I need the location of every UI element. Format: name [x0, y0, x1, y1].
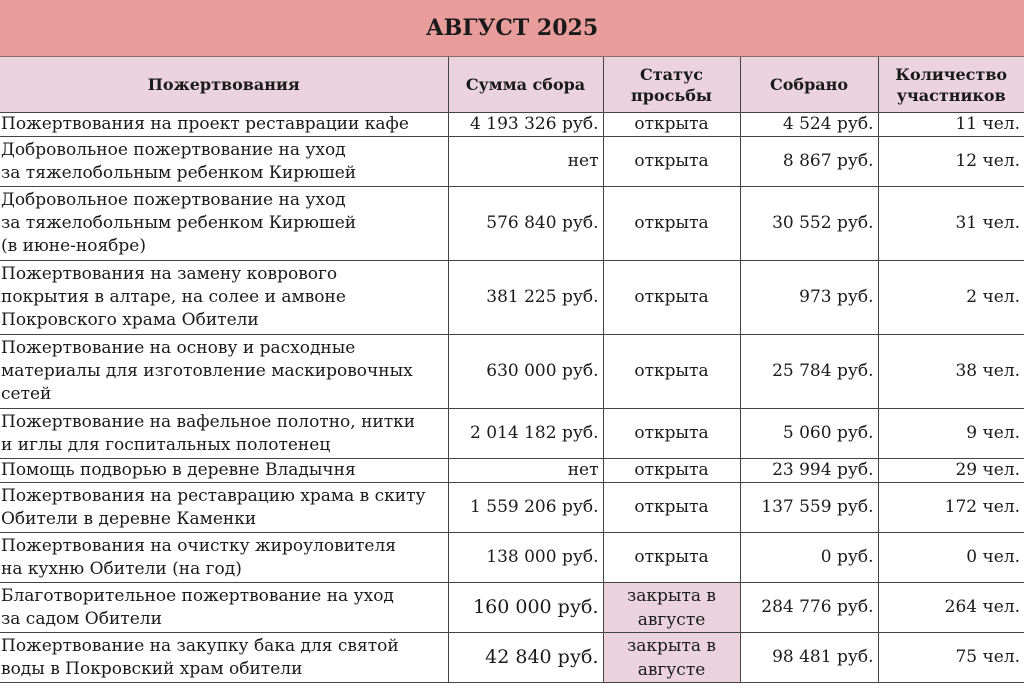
row-name: Пожертвования на замену коврового покрытия в алтаре, на солее и амвоне Покровского храма Обители [0, 261, 448, 335]
row-collected: 137 559 руб. [740, 483, 878, 533]
row-status: закрыта в августе [603, 583, 740, 633]
row-status: открыта [603, 409, 740, 459]
row-collected: 973 руб. [740, 261, 878, 335]
row-count: 29 чел. [878, 459, 1024, 483]
row-name: Помощь подворью в деревне Владычня [0, 459, 448, 483]
row-status: открыта [603, 533, 740, 583]
table-row [0, 335, 1024, 409]
row-name: Пожертвования на проект реставрации кафе [0, 113, 448, 137]
row-sum: 630 000 руб. [448, 335, 603, 409]
row-name: Пожертвование на основу и расходные материалы для изготовление маскировочных сетей [0, 335, 448, 409]
table-row [0, 261, 1024, 335]
header-collected: Собрано [740, 57, 878, 113]
row-collected: 4 524 руб. [740, 113, 878, 137]
row-sum: 1 559 206 руб. [448, 483, 603, 533]
row-sum: 2 014 182 руб. [448, 409, 603, 459]
row-count: 0 чел. [878, 533, 1024, 583]
header-row [0, 57, 1024, 113]
row-collected: 284 776 руб. [740, 583, 878, 633]
table-row [0, 113, 1024, 137]
row-status: открыта [603, 261, 740, 335]
table-row [0, 533, 1024, 583]
table-row [0, 187, 1024, 261]
row-sum: 576 840 руб. [448, 187, 603, 261]
row-collected: 0 руб. [740, 533, 878, 583]
row-count: 75 чел. [878, 633, 1024, 683]
row-sum: 160 000 руб. [448, 583, 603, 633]
row-count: 172 чел. [878, 483, 1024, 533]
header-name: Пожертвования [0, 57, 448, 113]
row-name: Добровольное пожертвование на уход за тяжелобольным ребенком Кирюшей [0, 137, 448, 187]
row-sum: 381 225 руб. [448, 261, 603, 335]
table-row [0, 459, 1024, 483]
table-body [0, 113, 1024, 683]
row-name: Пожертвования на реставрацию храма в скиту Обители в деревне Каменки [0, 483, 448, 533]
row-sum: 138 000 руб. [448, 533, 603, 583]
row-collected: 25 784 руб. [740, 335, 878, 409]
row-name: Добровольное пожертвование на уход за тяжелобольным ребенком Кирюшей (в июне-ноябре) [0, 187, 448, 261]
table-row [0, 409, 1024, 459]
donations-table [0, 57, 1024, 683]
row-count: 264 чел. [878, 583, 1024, 633]
row-name: Благотворительное пожертвование на уход за садом Обители [0, 583, 448, 633]
row-sum: 4 193 326 руб. [448, 113, 603, 137]
row-status: открыта [603, 113, 740, 137]
row-count: 31 чел. [878, 187, 1024, 261]
table-row [0, 137, 1024, 187]
row-sum: 42 840 руб. [448, 633, 603, 683]
row-count: 2 чел. [878, 261, 1024, 335]
row-sum: нет [448, 459, 603, 483]
sheet-title: АВГУСТ 2025 [0, 0, 1024, 57]
row-collected: 30 552 руб. [740, 187, 878, 261]
row-count: 12 чел. [878, 137, 1024, 187]
row-status: открыта [603, 187, 740, 261]
row-name: Пожертвования на очистку жироуловителя на кухню Обители (на год) [0, 533, 448, 583]
row-name: Пожертвование на вафельное полотно, нитки и иглы для госпитальных полотенец [0, 409, 448, 459]
row-status: открыта [603, 335, 740, 409]
row-status: открыта [603, 483, 740, 533]
header-sum: Сумма сбора [448, 57, 603, 113]
row-collected: 23 994 руб. [740, 459, 878, 483]
row-status: открыта [603, 137, 740, 187]
row-collected: 5 060 руб. [740, 409, 878, 459]
table-row [0, 483, 1024, 533]
row-count: 11 чел. [878, 113, 1024, 137]
row-count: 38 чел. [878, 335, 1024, 409]
table-row [0, 633, 1024, 683]
row-sum: нет [448, 137, 603, 187]
row-status: открыта [603, 459, 740, 483]
row-status: закрыта в августе [603, 633, 740, 683]
row-name: Пожертвование на закупку бака для святой воды в Покровский храм обители [0, 633, 448, 683]
header-status: Статус просьбы [603, 57, 740, 113]
table-row [0, 583, 1024, 633]
row-collected: 98 481 руб. [740, 633, 878, 683]
row-collected: 8 867 руб. [740, 137, 878, 187]
header-count: Количество участников [878, 57, 1024, 113]
row-count: 9 чел. [878, 409, 1024, 459]
